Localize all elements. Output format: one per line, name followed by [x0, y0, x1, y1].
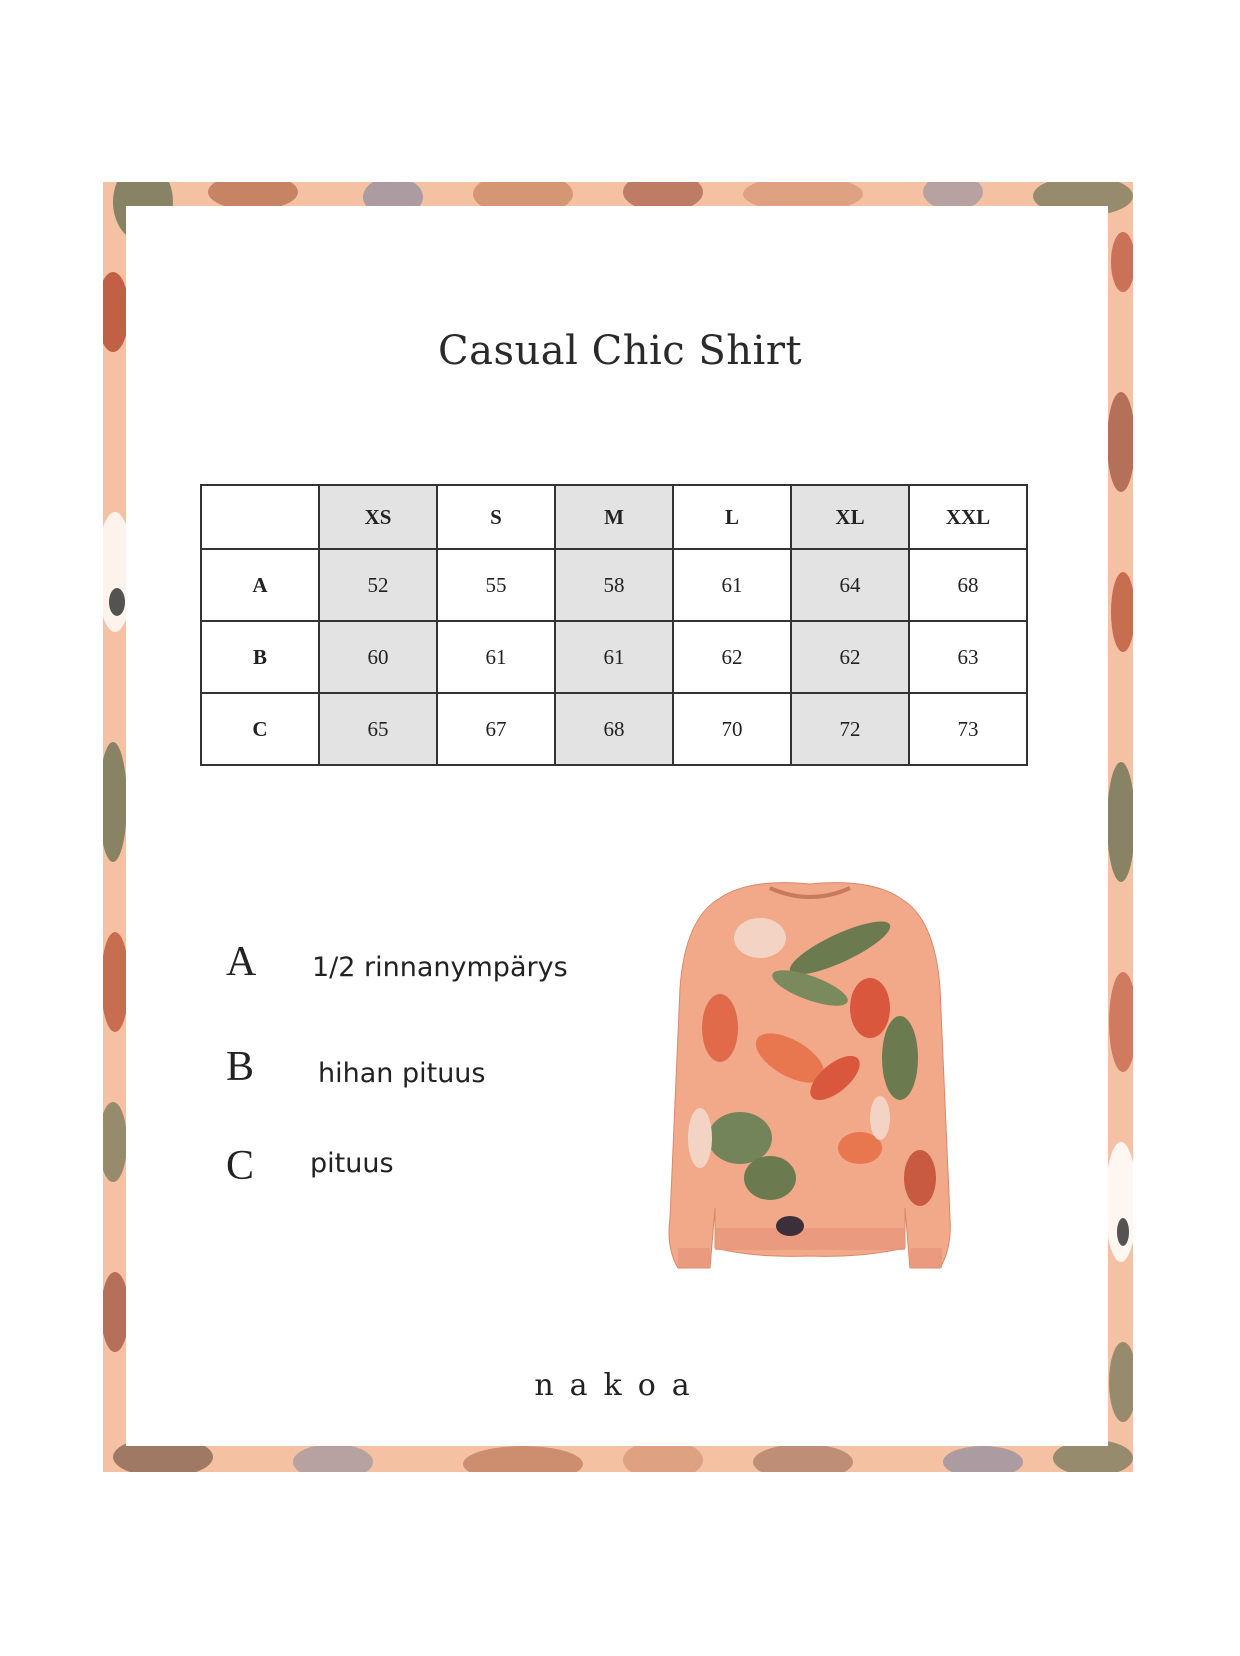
table-row — [201, 549, 1027, 621]
column-header: S — [437, 485, 555, 549]
table-cell: 62 — [791, 621, 909, 693]
table-cell: 64 — [791, 549, 909, 621]
column-header: L — [673, 485, 791, 549]
legend-text: hihan pituus — [318, 1058, 486, 1089]
legend-text: 1/2 rinnanympärys — [312, 952, 568, 983]
table-cell: 61 — [673, 549, 791, 621]
table-cell: 68 — [909, 549, 1027, 621]
content-card — [126, 206, 1108, 1446]
table-cell: 61 — [437, 621, 555, 693]
size-table — [200, 484, 1028, 766]
column-header: XL — [791, 485, 909, 549]
table-header-row — [201, 485, 1027, 549]
column-header: XS — [319, 485, 437, 549]
row-label: A — [201, 549, 319, 621]
table-cell: 70 — [673, 693, 791, 765]
table-row — [201, 693, 1027, 765]
page-title: Casual Chic Shirt — [437, 328, 803, 374]
table-cell: 58 — [555, 549, 673, 621]
table-cell: 55 — [437, 549, 555, 621]
column-header: XXL — [909, 485, 1027, 549]
table-cell: 52 — [319, 549, 437, 621]
legend-text: pituus — [310, 1148, 394, 1179]
table-cell: 72 — [791, 693, 909, 765]
table-cell: 67 — [437, 693, 555, 765]
row-label: B — [201, 621, 319, 693]
brand-logo-text: nakoa — [534, 1368, 706, 1403]
table-corner-cell — [201, 485, 319, 549]
table-cell: 62 — [673, 621, 791, 693]
table-cell: 63 — [909, 621, 1027, 693]
row-label: C — [201, 693, 319, 765]
table-cell: 65 — [319, 693, 437, 765]
table-cell: 68 — [555, 693, 673, 765]
table-cell: 73 — [909, 693, 1027, 765]
table-cell: 60 — [319, 621, 437, 693]
legend-letter: B — [226, 1044, 255, 1090]
legend-letter: C — [226, 1143, 255, 1189]
table-cell: 61 — [555, 621, 673, 693]
table-row — [201, 621, 1027, 693]
shirt-image — [660, 878, 960, 1283]
column-header: M — [555, 485, 673, 549]
legend-letter: A — [226, 939, 257, 985]
